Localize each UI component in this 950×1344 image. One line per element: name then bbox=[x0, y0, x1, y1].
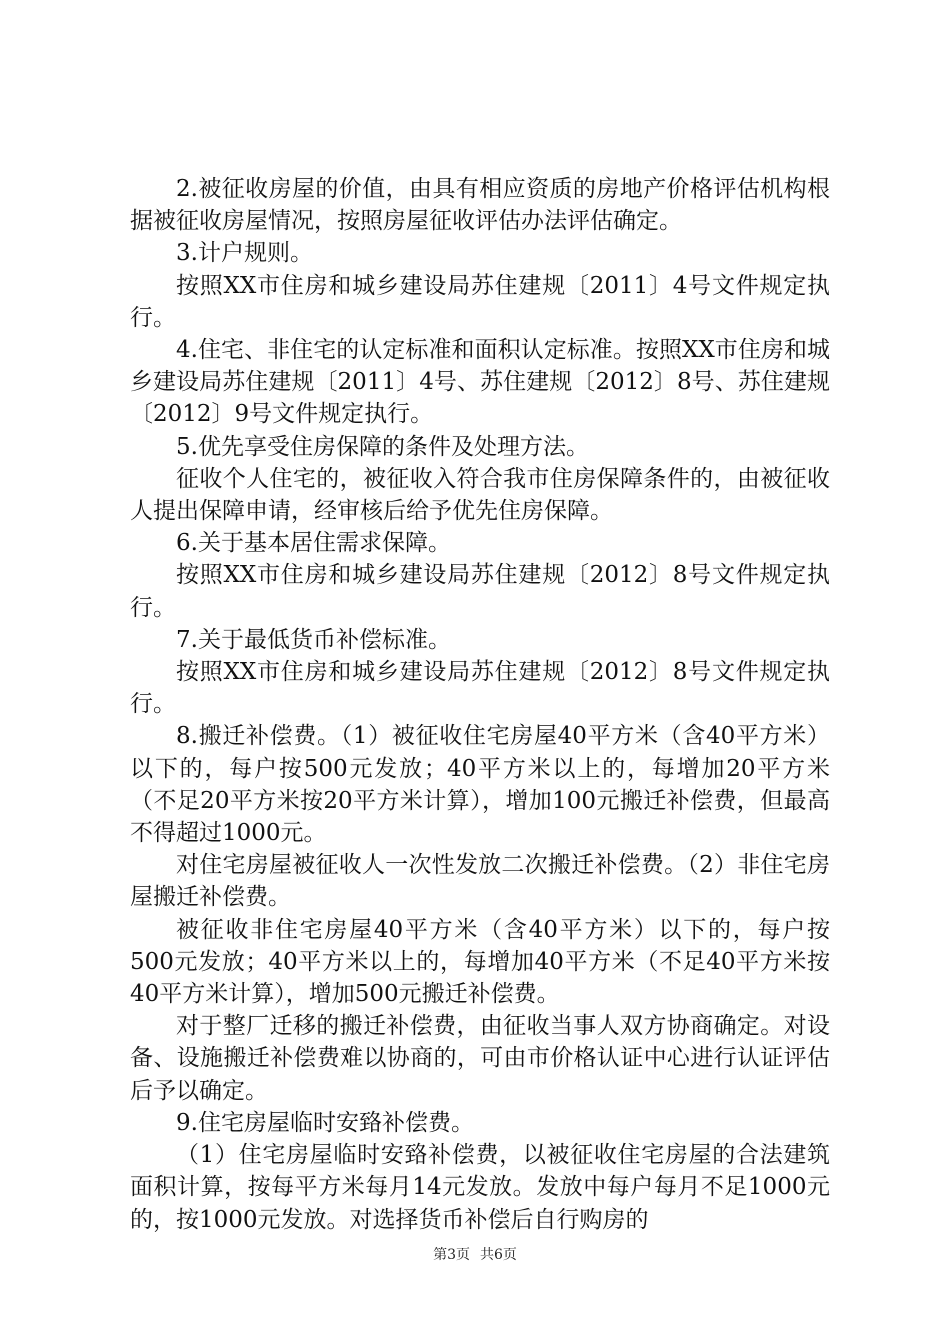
paragraph-rule-5: 征收个人住宅的，被征收入符合我市住房保障条件的，由被征收人提出保障申请，经审核后给予优先住房保障。 bbox=[130, 465, 830, 525]
document-body bbox=[130, 173, 830, 1236]
paragraph-temporary-housing: （1）住宅房屋临时安臵补偿费，以被征收住宅房屋的合法建筑面积计算，按每平方米每月14元发放。发放中每户每月不足1000元的，按1000元发放。对选择货币补偿后自行购房的 bbox=[130, 1142, 830, 1233]
page-total: 共6页 bbox=[480, 1247, 517, 1263]
paragraph-heading-3: 3.计户规则。 bbox=[176, 240, 313, 267]
paragraph-heading-5: 5.优先享受住房保障的条件及处理方法。 bbox=[176, 433, 589, 460]
paragraph-rule-7: 按照XX市住房和城乡建设局苏住建规〔2012〕8号文件规定执行。 bbox=[130, 659, 830, 718]
paragraph-item-4: 4.住宅、非住宅的认定标准和面积认定标准。按照XX市住房和城乡建设局苏住建规〔2011〕4号、苏住建规〔2012〕8号、苏住建规〔2012〕9号文件规定执行。 bbox=[130, 337, 830, 428]
paragraph-item-8: 8.搬迁补偿费。（1）被征收住宅房屋40平方米（含40平方米）以下的，每户按500元发放；40平方米以上的，每增加20平方米（不足20平方米按20平方米计算），增加100元搬迁补偿费，但最高不得超过1000元。 bbox=[130, 723, 830, 847]
paragraph-item-2: 2.被征收房屋的价值，由具有相应资质的房地产价格评估机构根据被征收房屋情况，按照房屋征收评估办法评估确定。 bbox=[130, 176, 830, 235]
paragraph-heading-6: 6.关于基本居住需求保障。 bbox=[176, 530, 451, 557]
paragraph-non-residential: 被征收非住宅房屋40平方米（含40平方米）以下的，每户按500元发放；40平方米以上的，每增加40平方米（不足40平方米按40平方米计算），增加500元搬迁补偿费。 bbox=[130, 916, 830, 1008]
paragraph-heading-9: 9.住宅房屋临时安臵补偿费。 bbox=[176, 1109, 474, 1136]
paragraph-heading-7: 7.关于最低货币补偿标准。 bbox=[176, 626, 451, 653]
paragraph-rule-6: 按照XX市住房和城乡建设局苏住建规〔2012〕8号文件规定执行。 bbox=[130, 562, 830, 621]
page-footer bbox=[0, 1244, 950, 1264]
paragraph-rule-3: 按照XX市住房和城乡建设局苏住建规〔2011〕4号文件规定执行。 bbox=[130, 272, 830, 331]
paragraph-second-move: 对住宅房屋被征收人一次性发放二次搬迁补偿费。（2）非住宅房屋搬迁补偿费。 bbox=[130, 852, 830, 911]
page-number: 第3页 bbox=[433, 1247, 470, 1263]
paragraph-factory-relocation: 对于整厂迁移的搬迁补偿费，由征收当事人双方协商确定。对设备、设施搬迁补偿费难以协商的，可由市价格认证中心进行认证评估后予以确定。 bbox=[130, 1013, 830, 1104]
